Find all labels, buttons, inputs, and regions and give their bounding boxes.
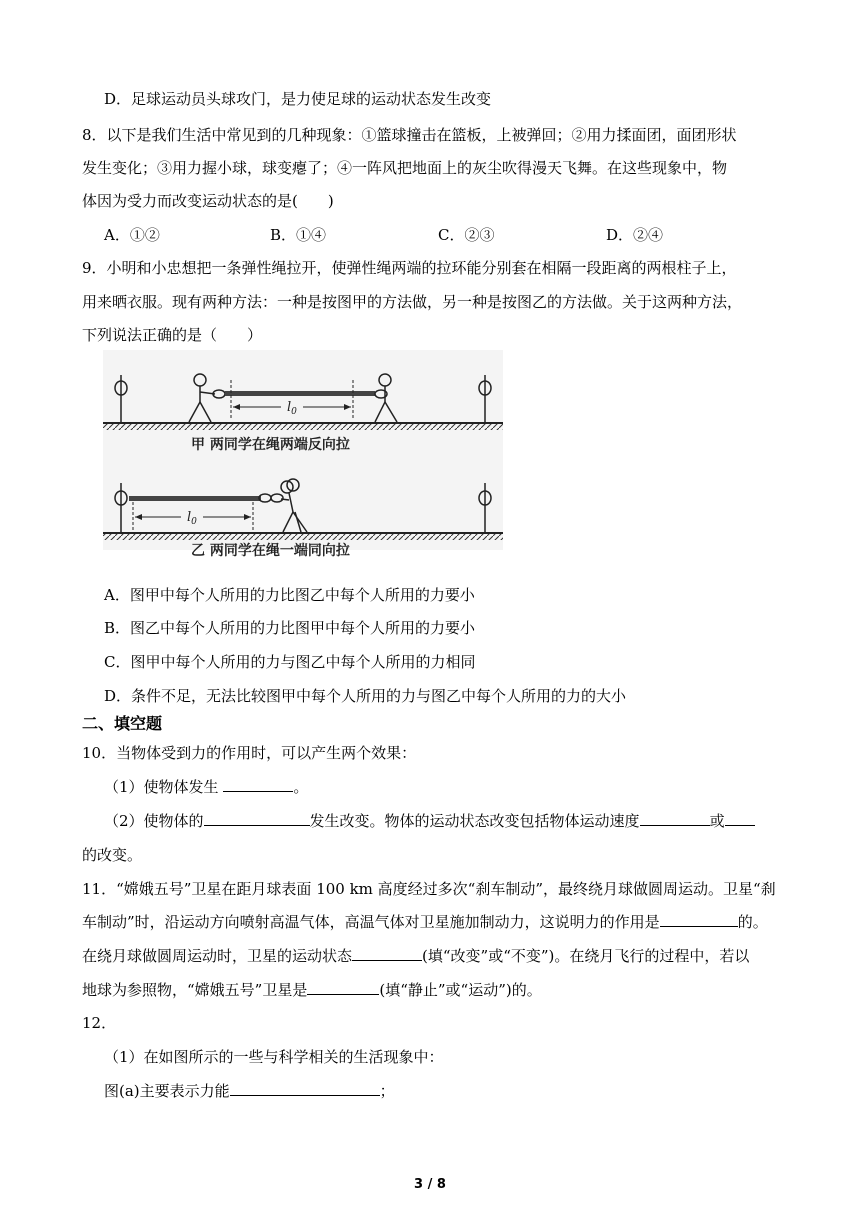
- q10-blank-3[interactable]: [640, 811, 710, 826]
- q11-line2-prefix: 车制动”时，沿运动方向喷射高温气体，高温气体对卫星施加制动力，这说明力的作用是: [82, 913, 660, 931]
- length-label-jia: $l_0$: [287, 400, 297, 417]
- q12-blank-1[interactable]: [230, 1081, 380, 1096]
- caption-jia: 甲 两同学在绳两端反向拉: [191, 437, 350, 453]
- q8-option-c: C．②③: [438, 226, 495, 244]
- q10-part1: [104, 777, 308, 797]
- q12-part2-prefix: 图(a)主要表示力能: [104, 1082, 230, 1100]
- q10-part1-suffix: 。: [293, 778, 309, 796]
- q10-text-line4: 的改变。: [82, 846, 143, 864]
- rope-pulling-figure: [103, 350, 503, 559]
- q11-line4-prefix: 地球为参照物，“嫦娥五号”卫星是: [82, 981, 308, 999]
- q11-blank-3[interactable]: [307, 980, 379, 995]
- q11-line4-suffix: (填“静止”或“运动”)的。: [379, 981, 542, 999]
- q10-part1-prefix: （1）使物体发生: [104, 778, 224, 796]
- q9-text-line1: 9．小明和小忠想把一条弹性绳拉开，使弹性绳两端的拉环能分别套在相隔一段距离的两根柱子上，: [82, 259, 737, 277]
- q11-blank-2[interactable]: [352, 946, 422, 961]
- q8-option-d: D．②④: [606, 226, 664, 244]
- q9-text-line3: 下列说法正确的是（ ）: [82, 326, 263, 344]
- q11-text-line2: [82, 912, 768, 932]
- q10-text-line1: 10．当物体受到力的作用时，可以产生两个效果：: [82, 744, 417, 762]
- q10-blank-2[interactable]: [204, 811, 310, 826]
- q11-blank-1[interactable]: [660, 912, 738, 927]
- q9-option-d: D．条件不足，无法比较图甲中每个人所用的力与图乙中每个人所用的力的大小: [104, 687, 627, 705]
- q9-option-a: A．图甲中每个人所用的力比图乙中每个人所用的力要小: [104, 586, 475, 604]
- section-title-fill-in: 二、填空题: [82, 714, 163, 733]
- q10-part2-mid: 发生改变。物体的运动状态改变包括物体运动速度: [309, 812, 640, 830]
- q8-text-line1: 8．以下是我们生活中常见到的几种现象：①篮球撞击在篮板，上被弹回；②用力揉面团，面团形状: [82, 126, 737, 144]
- q8-text-line2: 发生变化；③用力握小球，球变瘪了；④一阵风把地面上的灰尘吹得漫天飞舞。在这些现象中，物: [82, 159, 728, 177]
- page-number: 3 / 8: [414, 1177, 446, 1192]
- q11-line3-prefix: 在绕月球做圆周运动时，卫星的运动状态: [82, 947, 353, 965]
- q11-text-line3: [82, 946, 749, 966]
- q11-line2-suffix: 的。: [737, 913, 768, 931]
- q10-blank-4[interactable]: [725, 811, 755, 826]
- q9-text-line2: 用来晒衣服。现有两种方法：一种是按图甲的方法做，另一种是按图乙的方法做。关于这两种方法，: [82, 293, 743, 311]
- length-label-yi: $l_0$: [187, 510, 197, 527]
- q12-part2: [104, 1081, 395, 1101]
- q11-line3-suffix: (填“改变”或“不变”)。在绕月飞行的过程中，若以: [422, 947, 750, 965]
- q12-number: 12．: [82, 1014, 117, 1032]
- q8-option-a: A．①②: [104, 226, 160, 244]
- q10-part2-or: 或: [709, 812, 725, 830]
- q10-part2: [104, 811, 755, 831]
- q9-option-b: B．图乙中每个人所用的力比图甲中每个人所用的力要小: [104, 619, 476, 637]
- q10-blank-1[interactable]: [223, 777, 293, 792]
- q7-option-d: D．足球运动员头球攻门，是力使足球的运动状态发生改变: [104, 90, 492, 108]
- caption-yi: 乙 两同学在绳一端同向拉: [191, 543, 350, 559]
- q8-text-line3: 体因为受力而改变运动状态的是( ): [82, 192, 334, 210]
- q12-part1: （1）在如图所示的一些与科学相关的生活现象中：: [104, 1048, 444, 1066]
- q11-text-line4: [82, 980, 542, 1000]
- q11-text-line1: 11．“嫦娥五号”卫星在距月球表面 100 km 高度经过多次“刹车制动”，最终绕月球做圆周运动。卫星“刹: [82, 880, 776, 898]
- q10-part2-prefix: （2）使物体的: [104, 812, 204, 830]
- q12-part2-suffix: ；: [379, 1082, 395, 1100]
- q8-option-b: B．①④: [270, 226, 327, 244]
- q9-option-c: C．图甲中每个人所用的力与图乙中每个人所用的力相同: [104, 653, 476, 671]
